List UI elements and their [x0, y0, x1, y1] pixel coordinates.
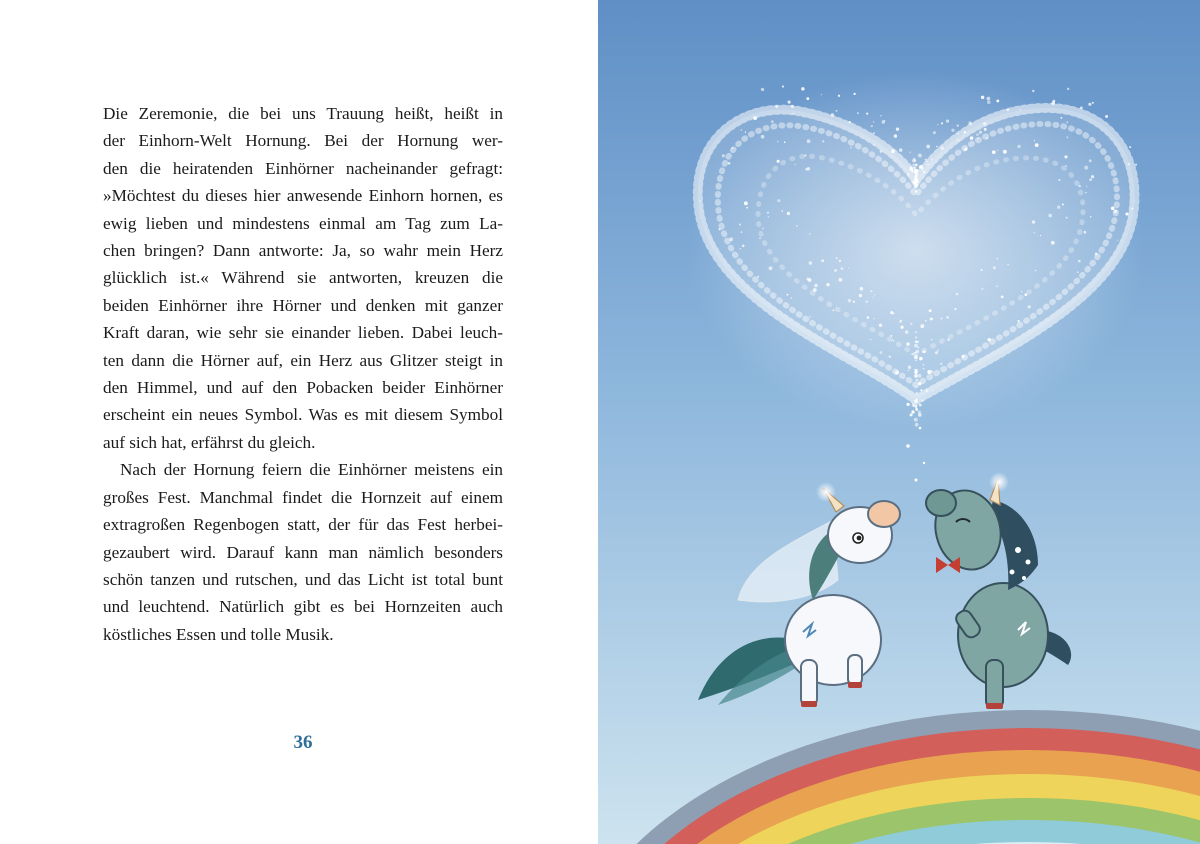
glitter-dot: [762, 228, 764, 230]
glitter-dot: [979, 131, 982, 134]
glitter-dot: [1064, 155, 1067, 158]
glitter-dot: [744, 201, 748, 205]
glitter-dot: [777, 141, 778, 142]
text-line: schön tanzen und rutschen, und das Licht ist total bunt: [103, 569, 503, 589]
glitter-dot: [1034, 232, 1036, 234]
glitter-dot: [867, 316, 869, 318]
glitter-dot: [834, 269, 837, 272]
glitter-dot: [761, 88, 764, 91]
glitter-dot: [983, 122, 986, 125]
glitter-dot: [926, 145, 930, 149]
text-line: glücklich ist.« Während sie antworten, kreuzen die: [103, 268, 503, 288]
glitter-dot: [946, 119, 949, 122]
glitter-dot: [882, 120, 885, 123]
glitter-dot: [879, 324, 882, 327]
glitter-dot: [913, 167, 916, 170]
glitter-dot: [915, 177, 916, 178]
glitter-dot: [940, 363, 942, 365]
glitter-dot: [911, 353, 913, 355]
glitter-dot: [1052, 102, 1055, 105]
glitter-dot: [809, 261, 812, 264]
glitter-dot: [941, 146, 944, 149]
glitter-dot: [896, 128, 899, 131]
glitter-dot: [1090, 216, 1092, 218]
glitter-dot: [857, 112, 859, 114]
glitter-dot: [920, 389, 922, 391]
glitter-dot: [753, 116, 757, 120]
glitter-dot: [788, 101, 791, 104]
glitter-dot: [1024, 293, 1027, 296]
glitter-dot: [771, 120, 774, 123]
glitter-dot: [1086, 186, 1087, 187]
glitter-dot: [987, 97, 991, 101]
glitter-dot: [901, 326, 904, 329]
glitter-dot: [729, 237, 733, 241]
glitter-dot: [915, 386, 917, 388]
text-line: gezaubert wird. Darauf kann man nämlich besonders: [103, 542, 503, 562]
glitter-dot: [923, 171, 925, 173]
glitter-dot: [873, 121, 874, 122]
glitter-dot: [900, 319, 902, 321]
glitter-dot: [850, 147, 851, 148]
glitter-dot: [1066, 136, 1068, 138]
glitter-dot: [841, 267, 844, 270]
glitter-dot: [941, 122, 943, 124]
glitter-dot: [968, 121, 972, 125]
glitter-dot: [956, 139, 958, 141]
glitter-dot: [915, 337, 917, 339]
glitter-dot: [914, 170, 917, 173]
glitter-dot: [1007, 264, 1009, 266]
glitter-dot: [866, 113, 868, 115]
glitter-dot: [918, 413, 922, 417]
glitter-dot: [987, 101, 991, 105]
glitter-dot: [1040, 235, 1041, 236]
glitter-dot: [777, 160, 780, 163]
glitter-dot: [915, 173, 918, 176]
text-line: den Himmel, und auf den Pobacken beider Einhörner: [103, 378, 503, 398]
glitter-dot: [931, 159, 933, 161]
text-line: chen bringen? Dann antworte: Ja, so wahr mein Herz: [103, 241, 503, 261]
glitter-dot: [964, 148, 967, 151]
glitter-dot: [1105, 115, 1108, 118]
glitter-dot: [936, 146, 938, 148]
glitter-dot: [951, 129, 954, 132]
glitter-dot: [782, 85, 784, 87]
glitter-dot: [1091, 175, 1094, 178]
glitter-dot: [929, 309, 932, 312]
glitter-dot: [722, 154, 725, 157]
text-line: beiden Einhörner ihre Hörner und denken mit ganzer: [103, 295, 503, 315]
text-line: Nach der Hornung feiern die Einhörner meistens ein: [120, 460, 503, 480]
glitter-dot: [821, 259, 824, 262]
glitter-dot: [1034, 140, 1035, 141]
glitter-dot: [993, 266, 996, 269]
glitter-dot: [1088, 103, 1091, 106]
glitter-dot: [699, 200, 700, 201]
glitter-dot: [997, 258, 998, 259]
glitter-dot: [836, 257, 838, 259]
glitter-dot: [761, 135, 765, 139]
glitter-dot: [1125, 213, 1128, 216]
glitter-dot: [1092, 102, 1094, 104]
glitter-dot: [1051, 241, 1055, 245]
glitter-dot: [910, 323, 912, 325]
glitter-dot: [807, 167, 810, 170]
text-line: und leuchtend. Natürlich gibt es bei Hornzeiten auch: [103, 597, 503, 617]
glitter-dot: [741, 231, 742, 232]
glitter-dot: [977, 138, 979, 140]
glitter-dot: [1080, 106, 1083, 109]
glitter-dot: [853, 93, 855, 95]
glitter-dot: [937, 124, 938, 125]
glitter-dot: [933, 131, 936, 134]
glitter-dot: [915, 408, 918, 411]
glitter-dot: [838, 278, 842, 282]
glitter-dot: [981, 288, 983, 290]
glitter-dot: [908, 370, 910, 372]
glitter-dot: [807, 139, 811, 143]
glitter-dot: [1021, 291, 1022, 292]
glitter-dot: [1003, 150, 1007, 154]
illustration: [598, 0, 1200, 844]
glitter-dot: [809, 233, 811, 235]
text-line: Kraft daran, wie sehr sie einander lieben. Dabei leuch-: [103, 323, 503, 343]
glitter-dot: [917, 346, 919, 348]
glitter-dot: [745, 131, 746, 132]
glitter-dot: [920, 324, 924, 328]
glitter-dot: [839, 260, 842, 263]
glitter-dot: [928, 163, 930, 165]
glitter-dot: [860, 287, 864, 291]
glitter-dot: [915, 352, 916, 353]
glitter-dot: [997, 150, 998, 151]
glitter-dot: [1114, 210, 1117, 213]
glitter-dot: [914, 418, 918, 422]
glitter-dot: [739, 224, 741, 226]
glitter-dot: [891, 149, 895, 153]
glitter-dot: [914, 374, 918, 378]
glitter-dot: [996, 99, 999, 102]
glitter-dot: [916, 399, 918, 401]
glitter-dot: [1065, 165, 1067, 167]
text-line: erscheint ein neues Symbol. Was es mit diesem Symbol: [103, 405, 503, 425]
glitter-dot: [866, 300, 868, 302]
glitter-dot: [931, 339, 933, 341]
glitter-dot: [996, 286, 997, 287]
glitter-dot: [759, 237, 760, 238]
glitter-dot: [1135, 164, 1137, 166]
text-line: auf sich hat, erfährst du gleich.: [103, 432, 316, 452]
glitter-dot: [791, 297, 793, 299]
glitter-dot: [890, 335, 892, 337]
glitter-dot: [899, 148, 903, 152]
text-line: der Einhorn-Welt Hornung. Bei der Hornung wer-: [103, 131, 503, 151]
glitter-dot: [874, 318, 875, 319]
glitter-dot: [870, 339, 872, 341]
glitter-dot: [1032, 220, 1035, 223]
glitter-dot: [793, 113, 794, 114]
text-page: [0, 0, 598, 844]
glitter-dot: [848, 299, 852, 303]
illustration-canvas: [598, 0, 1200, 844]
glitter-dot: [894, 134, 897, 137]
glitter-dot: [1078, 260, 1080, 262]
glitter-dot: [1111, 207, 1115, 211]
glitter-dot: [915, 379, 918, 382]
glitter-dot: [926, 389, 928, 391]
glitter-dot: [873, 144, 875, 146]
glitter-dot: [937, 349, 939, 351]
glitter-dot: [918, 374, 922, 378]
text-line: ewig lieben und mindestens einmal am Tag zum La-: [103, 213, 503, 233]
glitter-dot: [1060, 117, 1062, 119]
glitter-dot: [880, 150, 883, 153]
glitter-dot: [822, 140, 824, 142]
glitter-dot: [1131, 207, 1133, 209]
text-line: extragroßen Regenbogen statt, der für das Fest herbei-: [103, 515, 503, 535]
glitter-dot: [915, 340, 918, 343]
glitter-dot: [984, 128, 987, 131]
glitter-dot: [831, 113, 834, 116]
glitter-dot: [925, 159, 927, 161]
glitter-dot: [1067, 88, 1069, 90]
glitter-dot: [791, 105, 794, 108]
glitter-dot: [835, 110, 837, 112]
glitter-dot: [914, 185, 918, 189]
glitter-dot: [905, 330, 909, 334]
glitter-dot: [964, 131, 966, 133]
glitter-dot: [981, 269, 983, 271]
glitter-dot: [986, 137, 988, 139]
text-line: köstliches Essen und tolle Musik.: [103, 624, 334, 644]
glitter-dot: [915, 369, 917, 371]
page-number: 36: [293, 732, 313, 753]
glitter-dot: [873, 132, 875, 134]
glitter-dot: [806, 278, 809, 281]
glitter-dot: [1066, 121, 1068, 123]
glitter-dot: [915, 190, 917, 192]
glitter-dot: [741, 129, 742, 130]
glitter-dot: [889, 355, 892, 358]
glitter-dot: [940, 317, 942, 319]
glitter-dot: [1020, 109, 1022, 111]
glitter-dot: [853, 301, 855, 303]
glitter-dot: [914, 344, 918, 348]
glitter-dot: [916, 164, 918, 166]
glitter-dot: [732, 147, 734, 149]
glitter-dot: [915, 187, 916, 188]
glitter-dot: [957, 125, 959, 127]
glitter-dot: [981, 96, 984, 99]
glitter-dot: [1017, 145, 1020, 148]
glitter-dot: [1134, 201, 1135, 202]
glitter-dot: [914, 181, 918, 185]
glitter-dot: [915, 392, 918, 395]
glitter-dot: [914, 160, 915, 161]
glitter-dot: [794, 164, 796, 166]
glitter-dot: [801, 87, 804, 90]
glitter-dot: [740, 248, 742, 250]
glitter-dot: [912, 164, 914, 166]
glitter-dot: [809, 316, 810, 317]
glitter-dot: [923, 364, 924, 365]
glitter-dot: [915, 360, 916, 361]
glitter-dot: [923, 368, 924, 369]
body-text: [103, 100, 503, 648]
glitter-dot: [1048, 214, 1052, 218]
glitter-dot: [821, 94, 822, 95]
glitter-dot: [1032, 90, 1034, 92]
glitter-dot: [1028, 305, 1031, 308]
glitter-dot: [767, 212, 769, 214]
glitter-dot: [976, 133, 978, 135]
glitter-dot: [895, 371, 899, 375]
glitter-dot: [870, 290, 872, 292]
glitter-dot: [813, 288, 817, 292]
glitter-dot: [947, 339, 949, 341]
glitter-dot: [915, 405, 918, 408]
glitter-dot: [935, 351, 938, 354]
glitter-dot: [970, 136, 973, 139]
glitter-dot: [954, 308, 956, 310]
glitter-dot: [1001, 296, 1004, 299]
glitter-dot: [1066, 217, 1068, 219]
glitter-dot: [833, 310, 835, 312]
glitter-dot: [1035, 270, 1036, 271]
glitter-dot: [874, 294, 875, 295]
glitter-dot: [930, 370, 933, 373]
glitter-dot: [918, 410, 921, 413]
glitter-dot: [918, 382, 921, 385]
glitter-dot: [1058, 179, 1060, 181]
glitter-dot: [859, 294, 862, 297]
glitter-dot: [946, 316, 949, 319]
glitter-dot: [914, 356, 918, 360]
glitter-dot: [775, 105, 778, 108]
glitter-dot: [746, 207, 748, 209]
glitter-dot: [908, 366, 911, 369]
glitter-dot: [906, 403, 909, 406]
glitter-dot: [873, 297, 874, 298]
glitter-dot: [919, 404, 922, 407]
glitter-dot: [893, 340, 894, 341]
glitter-dot: [913, 352, 915, 354]
glitter-dot: [1117, 240, 1118, 241]
text-line: Die Zeremonie, die bei uns Trauung heißt, heißt in: [103, 104, 503, 123]
glitter-dot: [787, 212, 790, 215]
glitter-dot: [804, 154, 806, 156]
glitter-dot: [806, 97, 809, 100]
glitter-dot: [1006, 108, 1009, 111]
glitter-dot: [1084, 166, 1088, 170]
glitter-dot: [1089, 159, 1092, 162]
glitter-dot: [784, 141, 786, 143]
glitter-dot: [1089, 178, 1092, 181]
glitter-dot: [962, 355, 965, 358]
glitter-dot: [1127, 163, 1130, 166]
glitter-dot: [926, 164, 927, 165]
glitter-dot: [1017, 320, 1019, 322]
glitter-dot: [910, 413, 913, 416]
glitter-dot: [1057, 206, 1060, 209]
glitter-dot: [777, 199, 780, 202]
glitter-dot: [892, 312, 894, 314]
glitter-dot: [1079, 185, 1081, 187]
glitter-dot: [871, 125, 873, 127]
glitter-dot: [1115, 178, 1117, 180]
glitter-dot: [768, 216, 769, 217]
glitter-dot: [921, 169, 923, 171]
glitter-dot: [907, 173, 909, 175]
glitter-dot: [1129, 146, 1131, 148]
glitter-dot: [757, 276, 759, 278]
glitter-dot: [879, 351, 882, 354]
glitter-dot: [838, 95, 840, 97]
text-line: großes Fest. Manchmal findet die Hornzeit auf einem: [103, 487, 503, 507]
glitter-dot: [921, 167, 924, 170]
glitter-dot: [956, 293, 959, 296]
glitter-dot: [918, 154, 922, 158]
glitter-dot: [906, 342, 909, 345]
glitter-dot: [931, 318, 933, 320]
glitter-dot: [742, 245, 745, 248]
text-line: ten dann die Hörner auf, ein Herz aus Glitzer steigt in: [103, 350, 503, 370]
text-line: »Möchtest du dieses hier anwesende Einhorn hornen, es: [103, 186, 503, 206]
glitter-dot: [1085, 192, 1086, 193]
glitter-dot: [992, 150, 996, 154]
glitter-dot: [787, 294, 789, 296]
glitter-dot: [921, 399, 923, 401]
glitter-dot: [796, 225, 797, 226]
glitter-dot: [913, 405, 915, 407]
glitter-dot: [1095, 252, 1098, 255]
text-line: den die heiratenden Einhörner nacheinander gefragt:: [103, 158, 503, 178]
glitter-dot: [925, 320, 926, 321]
glitter-dot: [923, 350, 926, 353]
glitter-dot: [1062, 203, 1064, 205]
glitter-dot: [1077, 271, 1079, 273]
glitter-dot: [927, 161, 929, 163]
glitter-dot: [728, 162, 731, 165]
glitter-dot: [958, 140, 960, 142]
glitter-dot: [769, 266, 773, 270]
glitter-dot: [915, 331, 917, 333]
glitter-dot: [848, 267, 849, 268]
glitter-dot: [909, 166, 912, 169]
glitter-dot: [915, 423, 919, 427]
glitter-dot: [909, 151, 910, 152]
glitter-dot: [919, 357, 923, 361]
glitter-dot: [826, 283, 829, 286]
glitter-dot: [1035, 143, 1039, 147]
glitter-dot: [880, 115, 881, 116]
glitter-dot: [1084, 231, 1087, 234]
glitter-dot: [814, 284, 818, 288]
glitter-dot: [782, 210, 784, 212]
glitter-dot: [988, 338, 991, 341]
glitter-dot: [719, 228, 721, 230]
glitter-dot: [849, 121, 851, 123]
glitter-dot: [932, 389, 934, 391]
glitter-dot: [958, 133, 959, 134]
